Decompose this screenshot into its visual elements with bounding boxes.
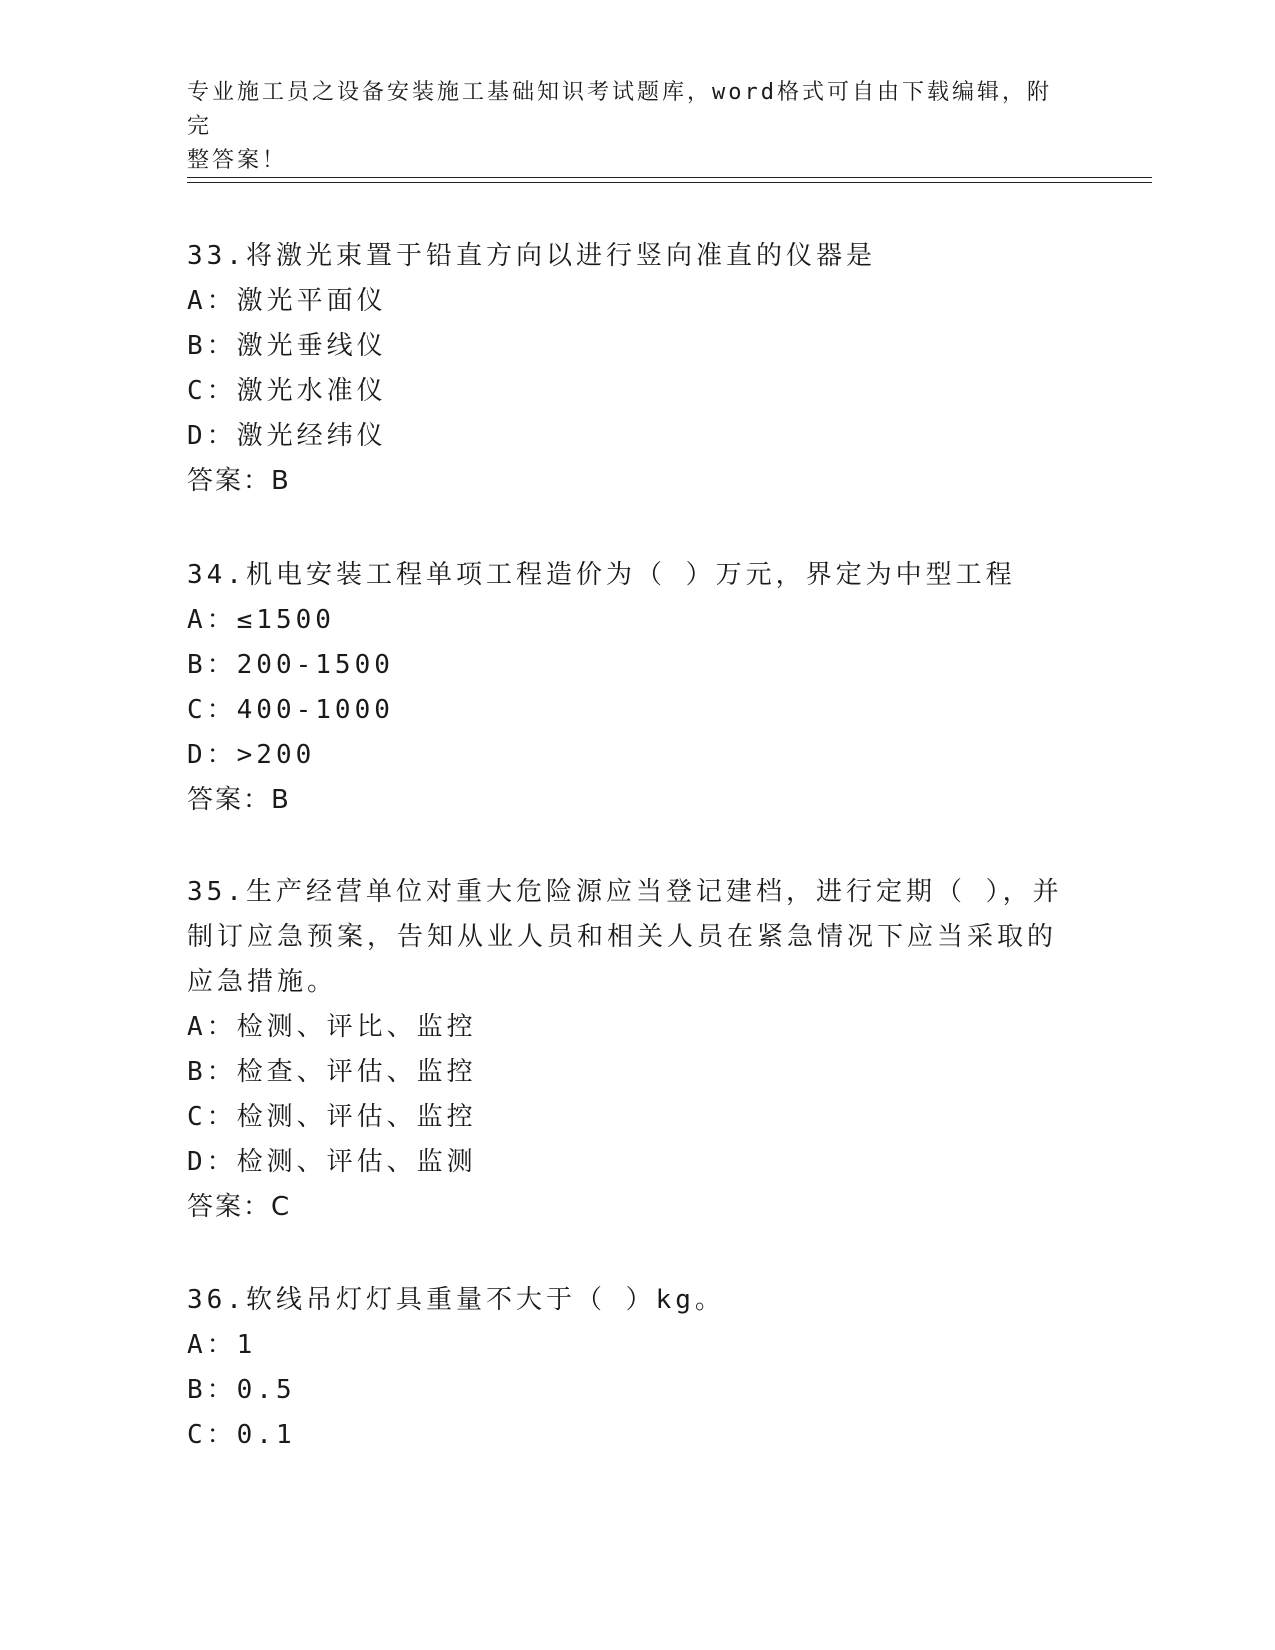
question-34 [187, 553, 1077, 823]
question-stem: 35.生产经营单位对重大危险源应当登记建档，进行定期（ ），并制订应急预案，告知从业人员和相关人员在紧急情况下应当采取的应急措施。 [187, 877, 1063, 997]
question-35 [187, 870, 1077, 1230]
question-36 [187, 1278, 1077, 1458]
option-a: A：≤1500 [187, 605, 335, 635]
option-c: C：激光水准仪 [187, 376, 387, 406]
question-stem: 34.机电安装工程单项工程造价为（ ）万元，界定为中型工程 [187, 560, 1016, 590]
option-a: A：激光平面仪 [187, 286, 387, 316]
question-stem: 33.将激光束置于铅直方向以进行竖向准直的仪器是 [187, 241, 876, 271]
option-b: B：200-1500 [187, 650, 394, 680]
option-d: D：检测、评估、监测 [187, 1147, 477, 1177]
question-stem: 36.软线吊灯灯具重量不大于（ ）kg。 [187, 1285, 725, 1315]
question-33 [187, 234, 1077, 504]
answer-line: 答案：C [187, 1192, 292, 1222]
option-b: B：检查、评估、监控 [187, 1057, 477, 1087]
header-line-1: 专业施工员之设备安装施工基础知识考试题库，word格式可自由下载编辑，附完 [187, 80, 1052, 139]
option-c: C：0.1 [187, 1420, 296, 1450]
header-divider-top [187, 177, 1152, 178]
header-divider-bottom [187, 182, 1152, 183]
option-a: A：检测、评比、监控 [187, 1012, 477, 1042]
option-a: A：1 [187, 1330, 257, 1360]
option-d: D：>200 [187, 740, 316, 770]
document-header [187, 76, 1067, 178]
option-d: D：激光经纬仪 [187, 421, 387, 451]
header-line-2: 整答案！ [187, 148, 288, 173]
option-b: B：激光垂线仪 [187, 331, 387, 361]
option-c: C：400-1000 [187, 695, 394, 725]
answer-line: 答案：B [187, 466, 291, 496]
answer-line: 答案：B [187, 785, 291, 815]
option-c: C：检测、评估、监控 [187, 1102, 477, 1132]
option-b: B：0.5 [187, 1375, 296, 1405]
